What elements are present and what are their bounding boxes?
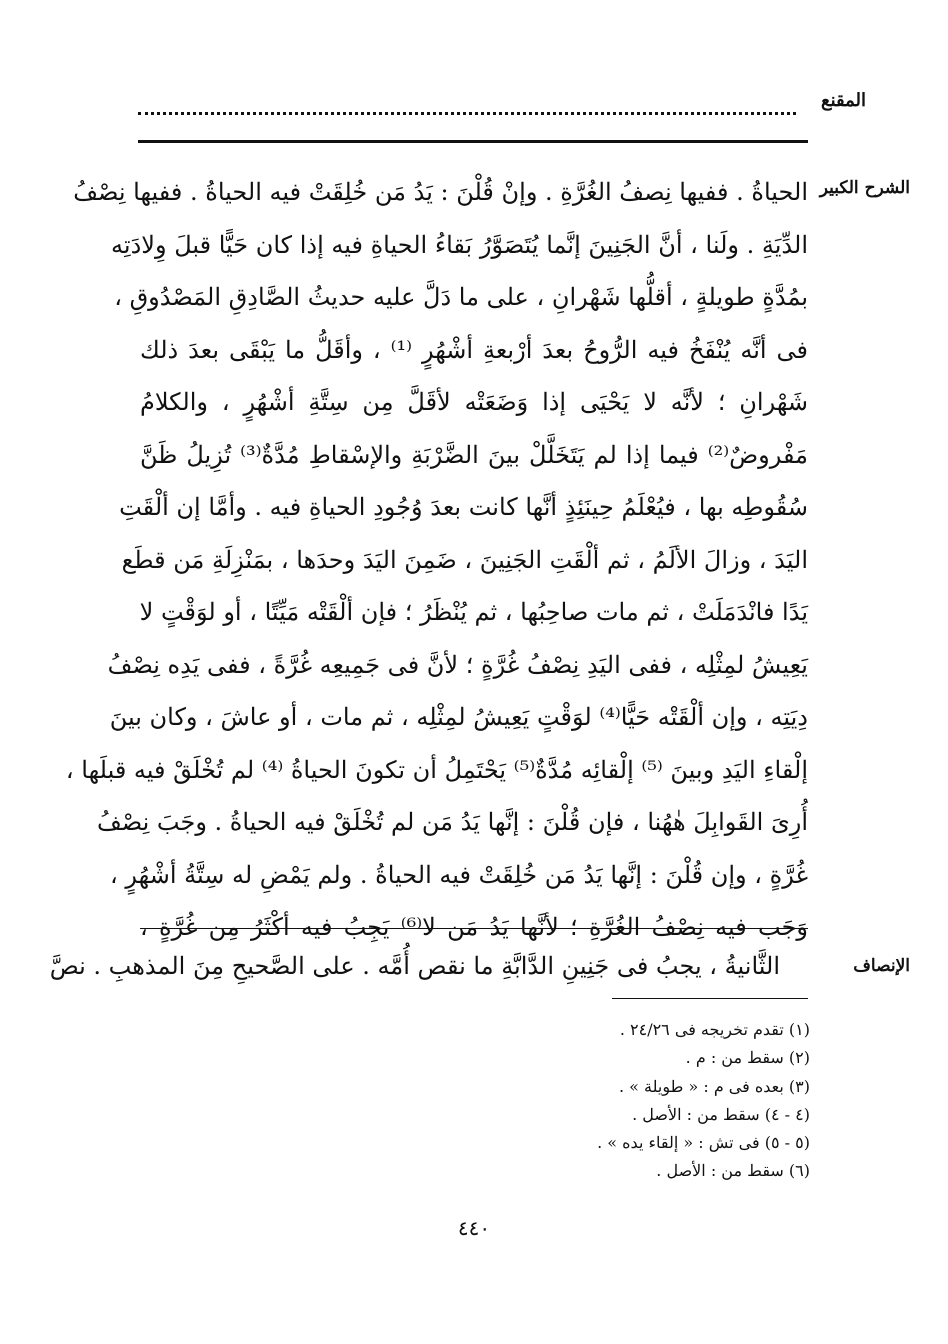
footnote: (٥ - ٥) فى تش : « إلقاء يده » . xyxy=(597,1133,810,1153)
text-line: يَعِيشُ لمِثْلِه ، ففى اليَدِ نِصْفُ غُرَّةٍ ؛ لأنَّ فى جَمِيعِه غُرَّةً ، ففى يَدِه نِصْفُ xyxy=(107,650,808,679)
footnote: (١) تقدم تخريجه فى ٢٤/٢٦ . xyxy=(619,1020,810,1039)
text-line: فى أنَّه يُنْفَخُ فيه الرُّوحُ بعدَ أرْبعةِ أشْهُرٍ ⁽¹⁾ ، وأقَلُّ ما يَبْقَى بعدَ ذلك xyxy=(140,335,808,364)
text-line: الدِّيَةِ . ولَنا ، أنَّ الجَنِينَ إنَّما يُتَصَوَّرُ بَقاءُ الحياةِ فيه إذا كان حَيًّا قبلَ وِلادَتِه xyxy=(111,230,808,259)
text-line: وَجَب فيه نِصْفُ الغُرَّةِ ؛ لأنَّها يَدُ مَن لا⁽⁶⁾ يَجِبُ فيه أكْثَرُ مِن غُرَّةٍ ، xyxy=(140,913,809,941)
section-divider xyxy=(140,928,808,929)
running-header-title: المقنع xyxy=(820,90,866,111)
footnote: (٣) بعده فى م : « طويلة » . xyxy=(619,1076,810,1096)
text-line: بمُدَّةٍ طويلةٍ ، أقلُّها شَهْرانِ ، على ما دَلَّ عليه حديثُ الصَّادِقِ المَصْدُوقِ ، xyxy=(114,283,808,311)
footnote: (٤ - ٤) سقط من : الأصل . xyxy=(632,1104,810,1124)
header-solid-rule xyxy=(138,140,808,143)
main-commentary-text xyxy=(65,166,809,954)
text-line: دِيَتِه ، وإن ألْقَتْه حَيًّا⁽⁴⁾ لوَقْتٍ يَعِيشُ لمِثْلِه ، ثم مات ، أو عاشَ ، وكان بينَ xyxy=(109,703,808,731)
footnotes xyxy=(410,1016,810,1186)
text-line: إلْقاءِ اليَدِ وبينَ ⁽⁵⁾ إلْقائِه مُدَّةٌ⁽⁵⁾ يَحْتَمِلُ أن تكونَ الحياةُ ⁽⁴⁾ لم تُخْلَقْ فيه قبلَها ، xyxy=(65,755,808,784)
text-line: غُرَّةٍ ، وإن قُلْنَ : إنَّها يَدُ مَن خُلِقَتْ فيه الحياةُ . ولم يَمْضِ له سِتَّةُ أشْهُرٍ ، xyxy=(110,860,808,889)
footnote: (٦) سقط من : الأصل . xyxy=(656,1161,810,1181)
text-line: الحياةُ . ففيها نِصفُ الغُرَّةِ . وإنْ قُلْنَ : يَدُ مَن خُلِقَتْ فيه الحياةُ . ففيها نِصْفُ xyxy=(73,178,808,206)
insaf-text: الثَّانيةُ ، يجبُ فى جَنِينِ الدَّابَّةِ ما نقص أُمَّه . على الصَّحيحِ مِنَ المذهبِ . نصَّ xyxy=(49,952,780,980)
side-label-insaf: الإنصاف xyxy=(853,956,910,976)
header-dotted-rule xyxy=(138,112,796,115)
text-line: مَفْروضٌ⁽²⁾ فيما إذا لم يَتَخَلَّلْ بينَ الضَّرْبَةِ والإسْقاطِ مُدَّةٌ⁽³⁾ تُزِيلُ ظَنَّ xyxy=(140,440,808,469)
side-label-sharh: الشرح الكبير xyxy=(819,178,910,198)
text-line: شَهْرانِ ؛ لأنَّه لا يَحْيَى إذا وَضَعَتْه لأقَلَّ مِن سِتَّةِ أشْهُرٍ ، والكلامُ xyxy=(140,388,808,416)
text-line: اليَدَ ، وزالَ الألَمُ ، ثم ألْقَتِ الجَنِينَ ، ضَمِنَ اليَدَ وحدَها ، بمَنْزِلَةِ مَن قطَع xyxy=(121,545,808,574)
text-line: أُرِىَ القَوابِلَ هٰهُنا ، فإن قُلْنَ : إنَّها يَدُ مَن لم تُخْلَقْ فيه الحياةُ . وجَبَ نِصْفُ xyxy=(96,808,808,836)
page-number: ٤٤٠ xyxy=(457,1216,491,1240)
text-line: يَدًا فانْدَمَلَتْ ، ثم مات صاحِبُها ، ثم يُنْظَرُ ؛ فإن ألْقَتْه مَيِّتًا ، أو لوَقْتٍ لا xyxy=(139,598,808,626)
footnote-rule xyxy=(612,998,808,999)
text-line: سُقُوطِه بها ، فيُعْلَمُ حِينَئِذٍ أنَّها كانت بعدَ وُجُودِ الحياةِ فيه . وأمَّا إن ألْقَتِ xyxy=(119,493,808,521)
footnote: (٢) سقط من : م . xyxy=(685,1048,810,1068)
